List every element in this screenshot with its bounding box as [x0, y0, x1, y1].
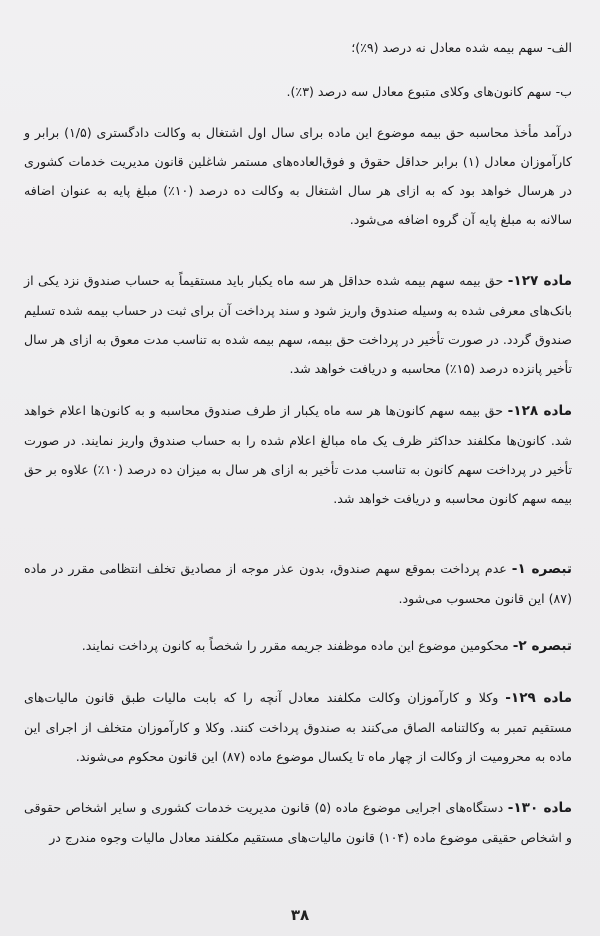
article-130-label: ماده ۱۳۰-	[507, 800, 572, 816]
article-127	[24, 266, 572, 383]
article-130-text: دستگاه‌های اجرایی موضوع ماده (۵) قانون مدیریت خدمات کشوری و سایر اشخاص حقوقی و اشخاص حقیقی موضوع ماده (۱۰۴) قانون مالیات‌های مستقیم مکلفند معادل مالیات وجوه مندرج در	[24, 800, 572, 845]
item-be: ب- سهم کانون‌های وکلای متبوع معادل سه درصد (۳٪).	[286, 84, 572, 99]
article-128-text: حق بیمه سهم کانون‌ها هر سه ماه یکبار از طرف صندوق محاسبه و به کانون‌ها اعلام خواهد شد. کانون‌ها مکلفند حداکثر ظرف یک ماه مبالغ اعلام شده را به حساب صندوق واریز نمایند. در صورت تأخیر در پرداخت سهم کانون به تناسب مدت تأخیر به ازای هر سال به میزان ده درصد (۱۰٪) علاوه بر حق بیمه سهم کانون محاسبه و دریافت خواهد شد.	[24, 403, 572, 506]
article-129	[24, 683, 572, 771]
page-number: ۳۸	[290, 906, 310, 924]
paragraph-income-basis: درآمد مأخذ محاسبه حق بیمه موضوع این ماده برای سال اول اشتغال به وکالت دادگستری (۱/۵) برابر و کارآموزان معادل (۱) برابر حداقل حقوق و فوق‌العاده‌های مستمر شاغلین قانون مدیریت خدمات کشوری در هرسال خواهد بود که به ازای هر سال اشتغال به وکالت ده درصد (۱۰٪) مبلغ پایه به عنوان اضافه سالانه به مبلغ پایه آن گروه اضافه می‌شود.	[24, 125, 572, 227]
article-129-text: وکلا و کارآموزان وکالت مکلفند معادل آنچه را که بابت مالیات طبق قانون مالیات‌های مستقیم تمبر به وکالتنامه الصاق می‌کنند به صندوق پرداخت کنند. وکلا و کارآموزان متخلف از اجرای این ماده به محرومیت از وکالت از چهار ماه تا یکسال موضوع ماده (۸۷) این قانون محکوم می‌شوند.	[24, 690, 572, 764]
note-2	[24, 631, 572, 661]
article-127-label: ماده ۱۲۷-	[507, 273, 572, 289]
article-128-label: ماده ۱۲۸-	[507, 403, 572, 419]
note-1-label: تبصره ۱-	[511, 561, 572, 577]
note-2-text: محکومین موضوع این ماده موظفند جریمه مقرر را شخصاً به کانون پرداخت نمایند.	[81, 638, 513, 653]
article-130	[24, 793, 572, 852]
article-127-text: حق بیمه سهم بیمه شده حداقل هر سه ماه یکبار باید مستقیماً به حساب صندوق نزد یکی از بانک‌های معرفی شده به وسیله صندوق واریز شود و سند پرداخت آن برای ثبت در حساب بیمه شده تسلیم صندوق گردد. در صورت تأخیر در پرداخت حق بیمه، سهم بیمه شده به تناسب مدت معوق به ازای هر سال تأخیر پانزده درصد (۱۵٪) محاسبه و دریافت خواهد شد.	[24, 273, 572, 376]
note-1	[24, 554, 572, 613]
article-129-label: ماده ۱۲۹-	[505, 690, 572, 706]
item-alef: الف- سهم بیمه شده معادل نه درصد (۹٪)؛	[351, 40, 572, 55]
note-1-text: عدم پرداخت بموقع سهم صندوق، بدون عذر موجه از مصادیق تخلف انتظامی مقرر در ماده (۸۷) این قانون محسوب می‌شود.	[24, 561, 572, 606]
article-128	[24, 396, 572, 513]
note-2-label: تبصره ۲-	[512, 638, 572, 654]
